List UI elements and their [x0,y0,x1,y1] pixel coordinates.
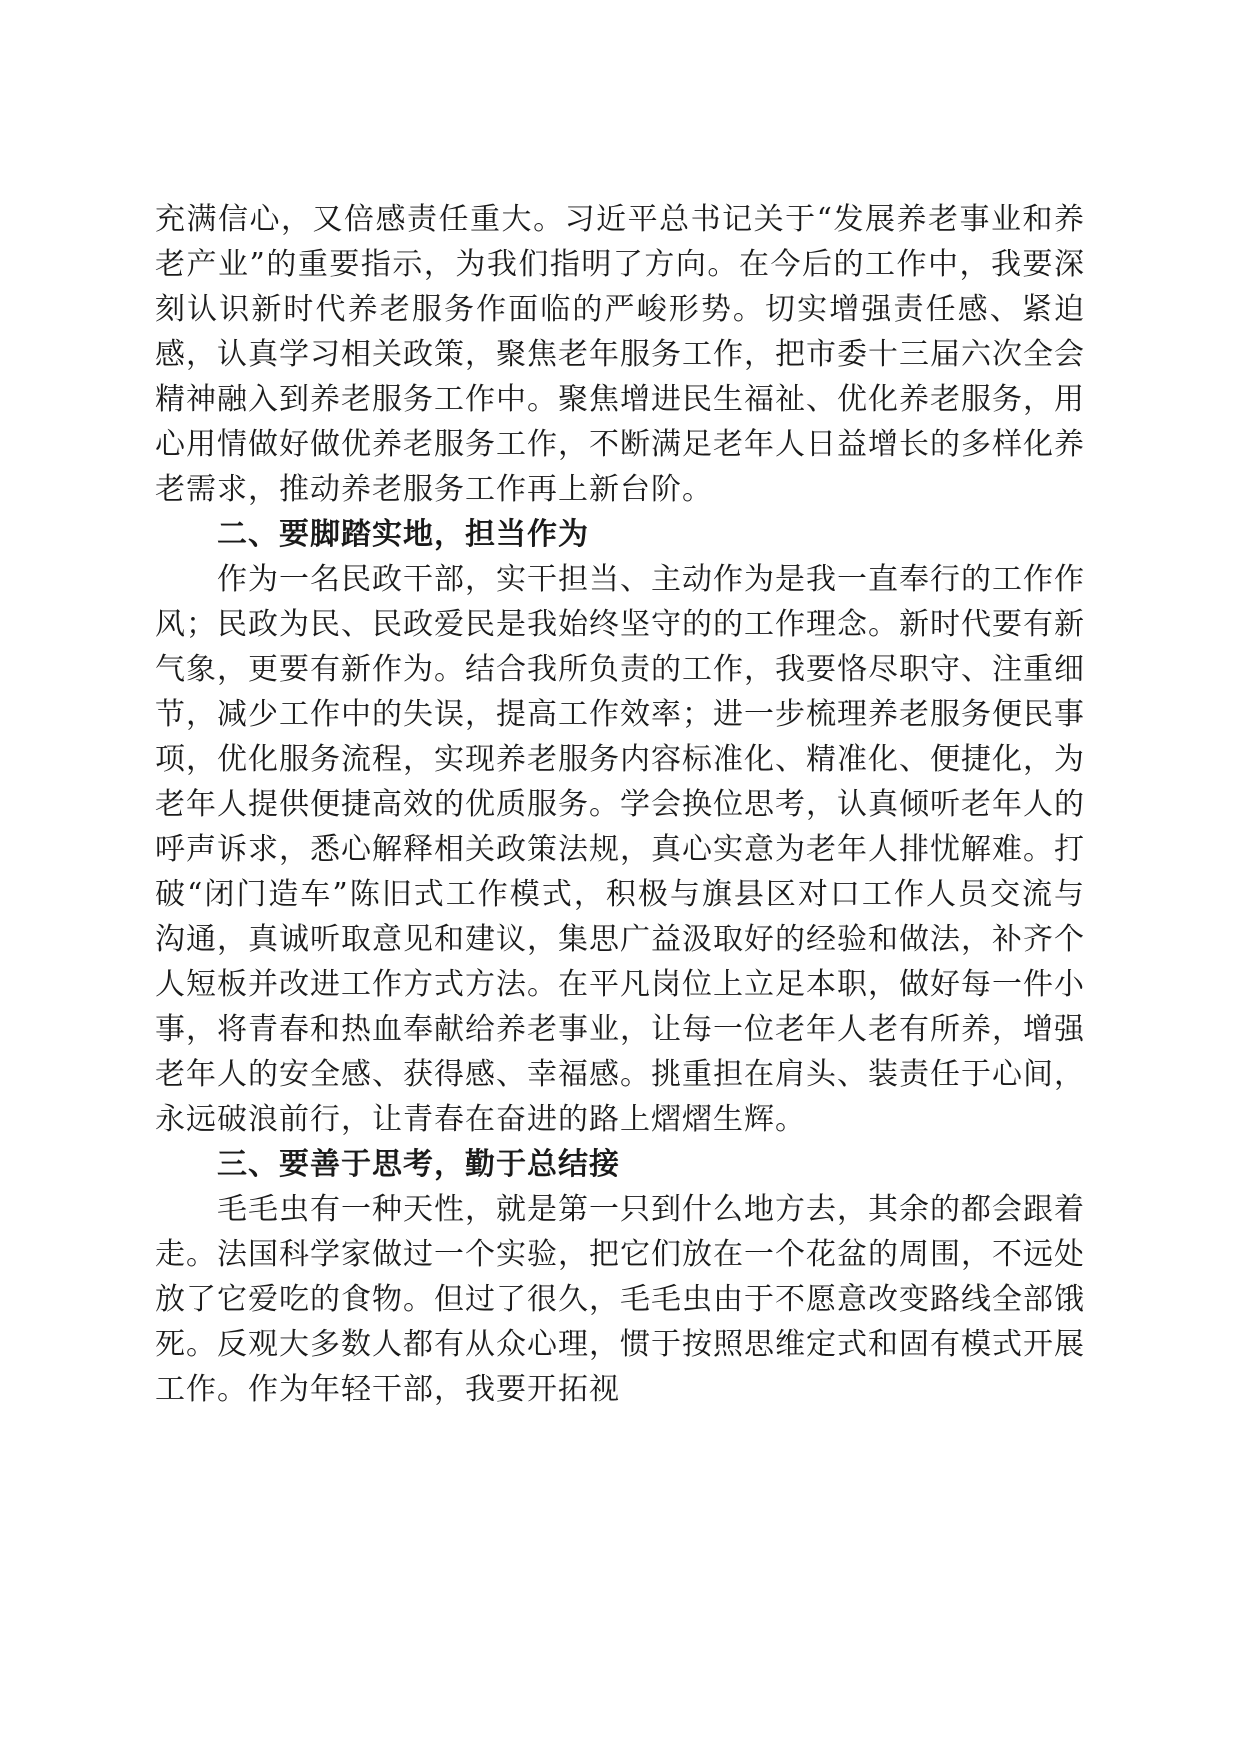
paragraph-continued: 充满信心，又倍感责任重大。习近平总书记关于“发展养老事业和养老产业”的重要指示，为我们指明了方向。在今后的工作中，我要深刻认识新时代养老服务作面临的严峻形势。切实增强责任感、紧迫感，认真学习相关政策，聚焦老年服务工作，把市委十三届六次全会精神融入到养老服务工作中。聚焦增进民生福祉、优化养老服务，用心用情做好做优养老服务工作，不断满足老年人日益增长的多样化养老需求，推动养老服务工作再上新台阶。 [155,202,1085,507]
section-heading-3: 三、要善于思考，勤于总结接 [217,1147,620,1182]
paragraph-section-3: 毛毛虫有一种天性，就是第一只到什么地方去，其余的都会跟着走。法国科学家做过一个实验，把它们放在一个花盆的周围，不远处放了它爱吃的食物。但过了很久，毛毛虫由于不愿意改变路线全部饿死。反观大多数人都有从众心理，惯于按照思维定式和固有模式开展工作。作为年轻干部，我要开拓视 [155,1192,1085,1407]
paragraph-section-2: 作为一名民政干部，实干担当、主动作为是我一直奉行的工作作风；民政为民、民政爱民是我始终坚守的的工作理念。新时代要有新气象，更要有新作为。结合我所负责的工作，我要恪尽职守、注重细节，减少工作中的失误，提高工作效率；进一步梳理养老服务便民事项，优化服务流程，实现养老服务内容标准化、精准化、便捷化，为老年人提供便捷高效的优质服务。学会换位思考，认真倾听老年人的呼声诉求，悉心解释相关政策法规，真心实意为老年人排忧解难。打破“闭门造车”陈旧式工作模式，积极与旗县区对口工作人员交流与沟通，真诚听取意见和建议，集思广益汲取好的经验和做法，补齐个人短板并改进工作方式方法。在平凡岗位上立足本职，做好每一件小事，将青春和热血奉献给养老事业，让每一位老年人老有所养，增强老年人的安全感、获得感、幸福感。挑重担在肩头、装责任于心间，永远破浪前行，让青春在奋进的路上熠熠生辉。 [155,562,1085,1137]
section-heading-2: 二、要脚踏实地，担当作为 [217,517,589,552]
document-body [155,197,1085,1412]
